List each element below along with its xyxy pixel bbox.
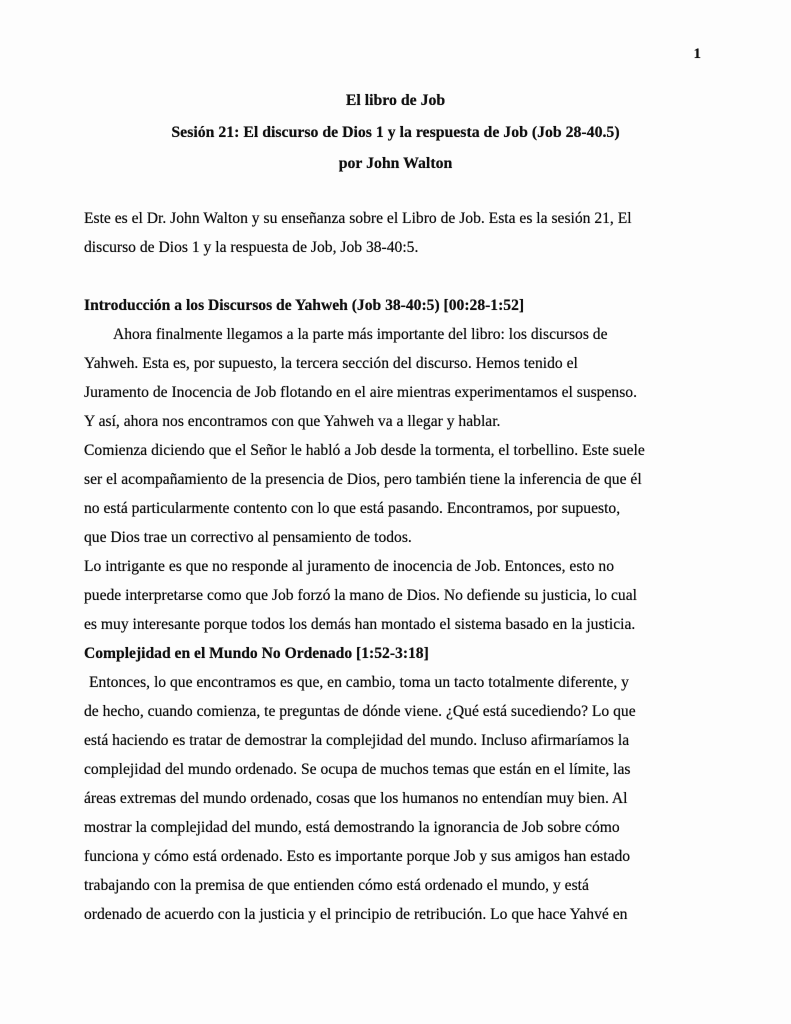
text-line: puede interpretarse como que Job forzó la mano de Dios. No defiende su justicia, lo cual [84, 586, 637, 604]
paragraph-complejidad [84, 668, 707, 929]
text-line: está haciendo es tratar de demostrar la complejidad del mundo. Incluso afirmaríamos la [84, 731, 630, 749]
text-line: es muy interesante porque todos los demás han montado el sistema basado en la justicia. [84, 615, 636, 633]
paragraph-juramento [84, 552, 707, 639]
text-line: ordenado de acuerdo con la justicia y el principio de retribución. Lo que hace Yahvé en [84, 905, 628, 923]
blank-line [84, 262, 707, 291]
text-line: Lo intrigante es que no responde al juramento de inocencia de Job. Entonces, esto no [84, 557, 615, 575]
document-body [84, 204, 707, 929]
text-line: que Dios trae un correctivo al pensamiento de todos. [84, 528, 412, 546]
text-line: Entonces, lo que encontramos es que, en cambio, toma un tacto totalmente diferente, y [89, 673, 629, 691]
doc-title: El libro de Job [345, 92, 446, 109]
page-number: 1 [693, 46, 701, 62]
paragraph-discursos [84, 320, 707, 436]
text-line: complejidad del mundo ordenado. Se ocupa de muchos temas que están en el límite, las [84, 760, 631, 778]
text-line: trabajando con la premisa de que entienden cómo está ordenado el mundo, y está [84, 876, 589, 894]
text-line: funciona y cómo está ordenado. Esto es importante porque Job y sus amigos han estado [84, 847, 631, 865]
text-line: de hecho, cuando comienza, te preguntas de dónde viene. ¿Qué está sucediendo? Lo que [84, 702, 636, 720]
text-line: Y así, ahora nos encontramos con que Yahweh va a llegar y hablar. [84, 412, 501, 430]
text-line: Ahora finalmente llegamos a la parte más importante del libro: los discursos de [113, 325, 608, 343]
text-line: Este es el Dr. John Walton y su enseñanza sobre el Libro de Job. Esta es la sesión 21, El [84, 209, 632, 227]
title-block [0, 0, 791, 180]
paragraph-intro [84, 204, 707, 262]
section-heading-introduccion: Introducción a los Discursos de Yahweh (Job 38-40:5) [00:28-1:52] [84, 296, 525, 314]
text-line: Juramento de Inocencia de Job flotando en el aire mientras experimentamos el suspenso. [84, 383, 637, 401]
text-line: ser el acompañamiento de la presencia de Dios, pero también tiene la inferencia de que él [84, 470, 642, 488]
text-line: Yahweh. Esta es, por supuesto, la tercera sección del discurso. Hemos tenido el [84, 354, 578, 372]
text-line: Comienza diciendo que el Señor le habló a Job desde la tormenta, el torbellino. Este suele [84, 441, 645, 459]
text-line: discurso de Dios 1 y la respuesta de Job, Job 38-40:5. [84, 238, 419, 256]
paragraph-tormenta [84, 436, 707, 552]
doc-author: por John Walton [338, 155, 453, 172]
text-line: no está particularmente contento con lo que está pasando. Encontramos, por supuesto, [84, 499, 621, 517]
doc-subtitle: Sesión 21: El discurso de Dios 1 y la respuesta de Job (Job 28-40.5) [171, 123, 620, 141]
section-heading-complejidad: Complejidad en el Mundo No Ordenado [1:52-3:18] [84, 644, 429, 662]
text-line: áreas extremas del mundo ordenado, cosas que los humanos no entendían muy bien. Al [84, 789, 628, 807]
text-line: mostrar la complejidad del mundo, está demostrando la ignorancia de Job sobre cómo [84, 818, 620, 836]
